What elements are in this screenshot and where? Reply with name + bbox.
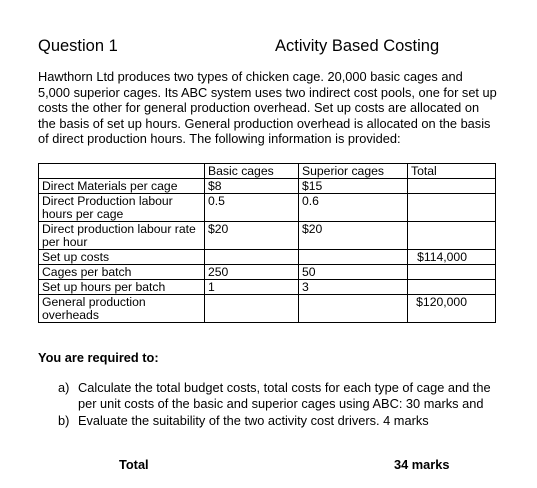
total-value (408, 265, 496, 280)
row-label: Set up hours per batch (39, 280, 205, 295)
total-marks-value: 34 marks (394, 457, 450, 472)
task-text: Evaluate the suitability of the two activity cost drivers. 4 marks (78, 413, 429, 429)
superior-value (299, 295, 408, 323)
row-label: Cages per batch (39, 265, 205, 280)
basic-value (205, 295, 299, 323)
task-item-a (58, 380, 508, 411)
row-label: Direct Production labour hours per cage (39, 194, 205, 222)
header-cell-blank (39, 164, 205, 179)
total-value: $114,000 (408, 250, 496, 265)
table-row (39, 265, 496, 280)
superior-value: 50 (299, 265, 408, 280)
superior-value: $15 (299, 179, 408, 194)
basic-value: $8 (205, 179, 299, 194)
task-list (58, 380, 508, 431)
intro-paragraph: Hawthorn Ltd produces two types of chicken cage. 20,000 basic cages and 5,000 superior cages. Its ABC system uses two indirect cost pools, one for set up costs the other for general production overhead. Set up costs are allocated on the basis of set up hours. General production overhead is allocated on the basis of direct production hours. The following information is provided: (38, 69, 497, 147)
superior-value: 0.6 (299, 194, 408, 222)
total-value (408, 194, 496, 222)
required-heading: You are required to: (38, 350, 159, 365)
superior-value: $20 (299, 222, 408, 250)
total-label: Total (119, 457, 149, 472)
task-marker: a) (58, 380, 70, 395)
question-title: Activity Based Costing (275, 37, 440, 55)
header-cell-basic: Basic cages (205, 164, 299, 179)
row-label: General production overheads (39, 295, 205, 323)
row-label: Set up costs (39, 250, 205, 265)
basic-value: 250 (205, 265, 299, 280)
header-cell-superior: Superior cages (299, 164, 408, 179)
superior-value (299, 250, 408, 265)
table-row (39, 280, 496, 295)
question-header (38, 37, 508, 59)
table-row (39, 194, 496, 222)
basic-value: 1 (205, 280, 299, 295)
task-marker: b) (58, 413, 70, 429)
question-number: Question 1 (38, 37, 118, 55)
table-row (39, 179, 496, 194)
total-value: $120,000 (408, 295, 496, 323)
total-value (408, 179, 496, 194)
basic-value: $20 (205, 222, 299, 250)
basic-value (205, 250, 299, 265)
table-row (39, 250, 496, 265)
task-text: Calculate the total budget costs, total costs for each type of cage and the per unit costs of the basic and superior cages using ABC: 30 marks and (78, 380, 491, 411)
table-header-row (39, 164, 496, 179)
row-label: Direct Materials per cage (39, 179, 205, 194)
basic-value: 0.5 (205, 194, 299, 222)
superior-value: 3 (299, 280, 408, 295)
table-row (39, 295, 496, 323)
total-value (408, 222, 496, 250)
total-value (408, 280, 496, 295)
header-cell-total: Total (408, 164, 496, 179)
cost-data-table (38, 163, 496, 323)
table-row (39, 222, 496, 250)
task-item-b (58, 413, 508, 429)
row-label: Direct production labour rate per hour (39, 222, 205, 250)
